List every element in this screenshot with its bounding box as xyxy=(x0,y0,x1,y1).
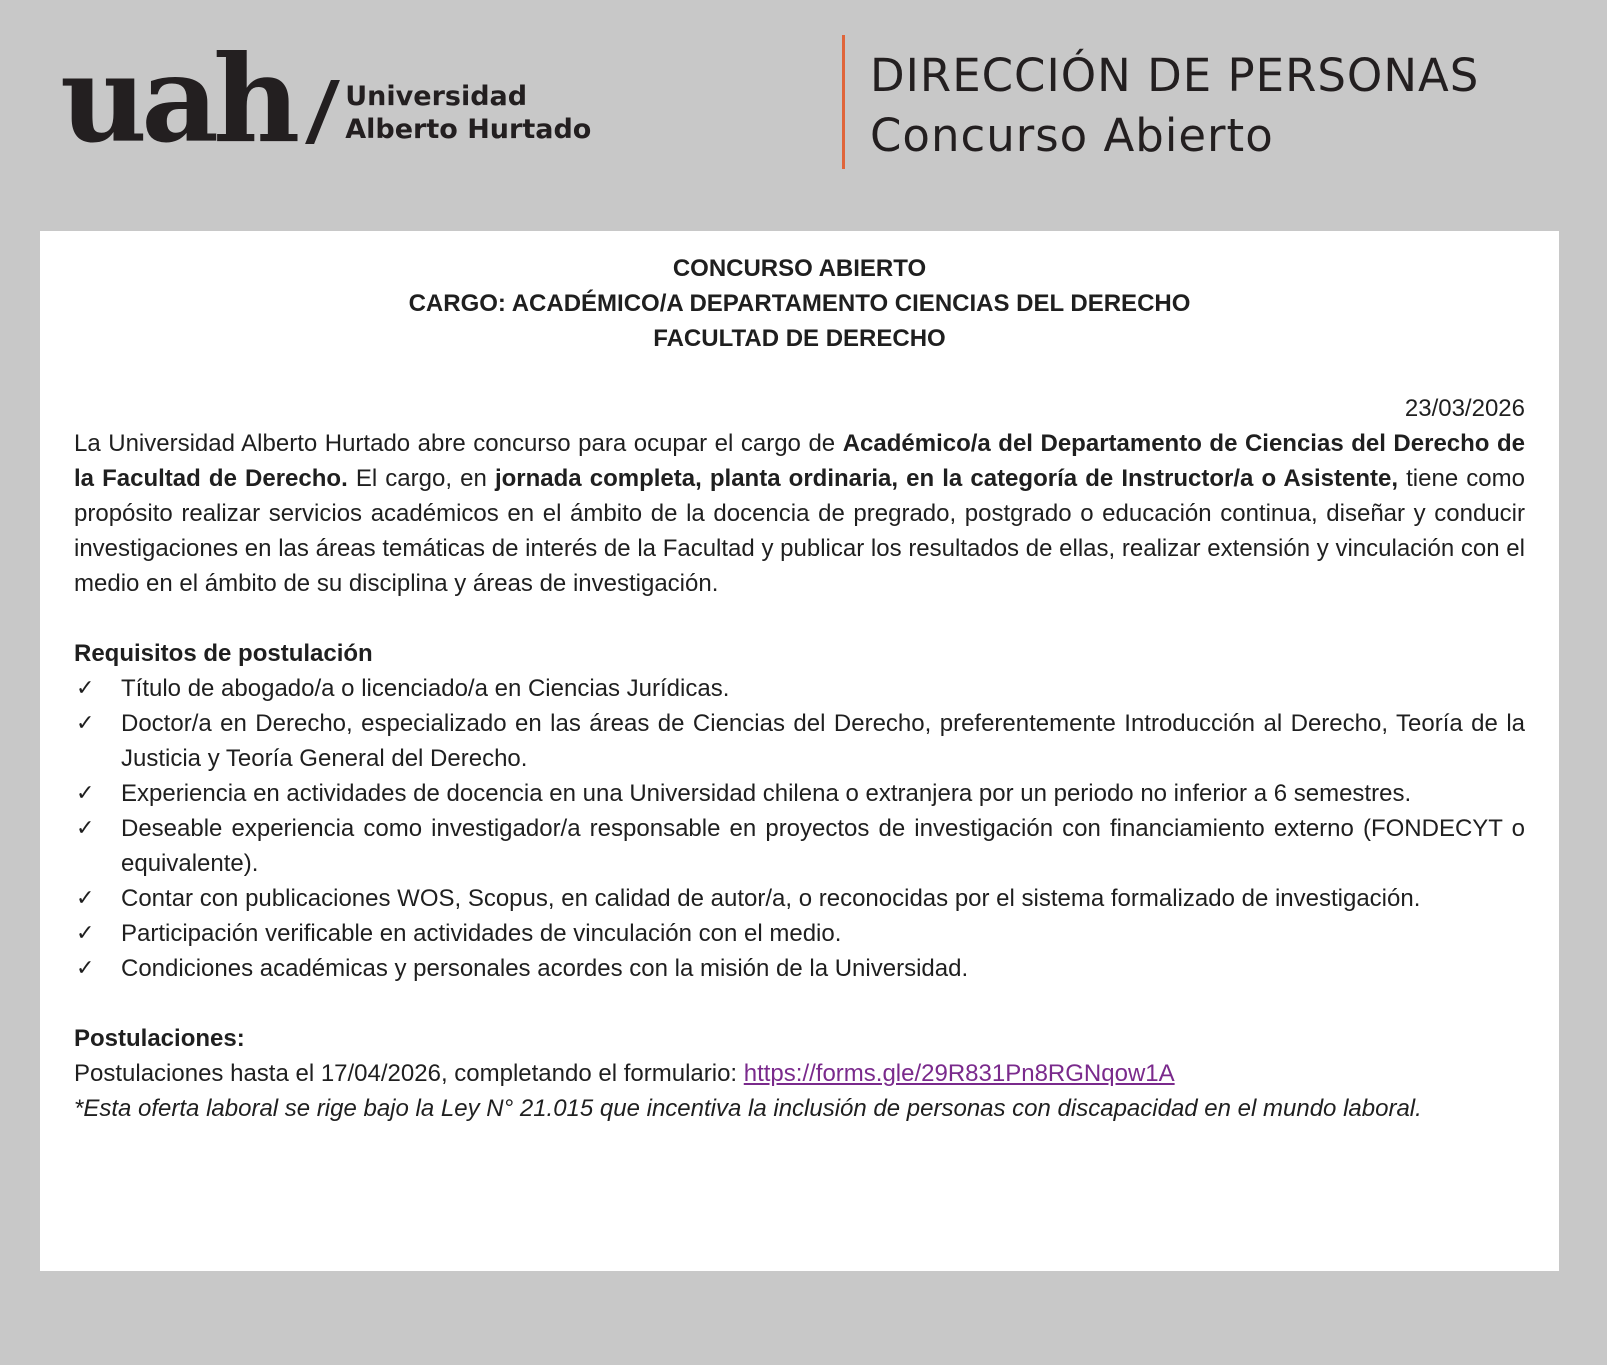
logo-name-line1: Universidad xyxy=(345,81,528,112)
check-icon: ✓ xyxy=(76,711,95,736)
application-form-link[interactable]: https://forms.gle/29R831Pn8RGNqow1A xyxy=(743,1060,1175,1087)
university-logo xyxy=(60,29,592,170)
requirements-title: Requisitos de postulación xyxy=(74,640,373,667)
intro-bold1: Académico/a del Departamento de Ciencias del Derecho de la Facultad de Derecho. xyxy=(74,430,1526,492)
requirement-text: Condiciones académicas y personales acordes con la misión de la Universidad. xyxy=(121,955,969,982)
applications-line xyxy=(74,1056,1525,1091)
notice-content xyxy=(74,251,1525,1126)
header-title-line2: Concurso Abierto xyxy=(870,109,1274,162)
applications-title: Postulaciones: xyxy=(74,1025,245,1052)
disclaimer: *Esta oferta laboral se rige bajo la Ley N° 21.015 que incentiva la inclusión de personas con discapacidad en el mundo laboral. xyxy=(74,1095,1422,1122)
heading-facultad: FACULTAD DE DERECHO xyxy=(653,325,946,352)
logo-name xyxy=(345,80,591,146)
intro-paragraph xyxy=(74,426,1525,601)
requirement-text: Experiencia en actividades de docencia en una Universidad chilena o extranjera por un periodo no inferior a 6 semestres. xyxy=(121,780,1412,807)
check-icon: ✓ xyxy=(76,921,95,946)
requirement-text: Título de abogado/a o licenciado/a en Ciencias Jurídicas. xyxy=(121,675,730,702)
check-icon: ✓ xyxy=(76,956,95,981)
header-title-line1: DIRECCIÓN DE PERSONAS xyxy=(870,49,1480,102)
header-divider xyxy=(842,35,845,169)
requirement-item xyxy=(74,671,1525,706)
requirement-item xyxy=(74,706,1525,776)
notice-card xyxy=(40,231,1559,1271)
requirement-item xyxy=(74,951,1525,986)
logo-name-line2: Alberto Hurtado xyxy=(345,114,592,145)
heading-concurso: CONCURSO ABIERTO xyxy=(672,255,927,282)
requirement-item xyxy=(74,881,1525,916)
requirement-item xyxy=(74,811,1525,881)
check-icon: ✓ xyxy=(76,676,95,701)
intro-part1: La Universidad Alberto Hurtado abre concurso para ocupar el cargo de xyxy=(74,430,843,457)
requirement-item xyxy=(74,776,1525,811)
intro-part2: El cargo, en xyxy=(347,465,495,492)
intro-part3: tiene como propósito realizar servicios académicos en el ámbito de la docencia de pregrado, postgrado o educación continua, diseñar y conducir investigaciones en las áreas temáticas de interés de la Facultad y publicar los resultados de ellas, realizar extensión y vinculación con el medio en el ámbito de su disciplina y áreas de investigación. xyxy=(74,465,1525,597)
notice-headings xyxy=(74,251,1525,356)
header-title xyxy=(870,46,1479,166)
requirement-item xyxy=(74,916,1525,951)
requirement-text: Deseable experiencia como investigador/a responsable en proyectos de investigación con financiamiento externo (FONDECYT o equivalente). xyxy=(121,815,1525,877)
requirement-text: Doctor/a en Derecho, especializado en las áreas de Ciencias del Derecho, preferentemente Introducción al Derecho, Teoría de la Justicia y Teoría General del Derecho. xyxy=(121,710,1525,772)
intro-bold2: jornada completa, planta ordinaria, en la categoría de Instructor/a o Asistente, xyxy=(494,465,1399,492)
heading-cargo: CARGO: ACADÉMICO/A DEPARTAMENTO CIENCIAS DEL DERECHO xyxy=(408,290,1191,317)
requirement-text: Participación verificable en actividades de vinculación con el medio. xyxy=(121,920,842,947)
notice-date: 23/03/2026 xyxy=(1404,395,1525,422)
requirements-list xyxy=(74,671,1525,986)
logo-slash xyxy=(305,80,340,144)
check-icon: ✓ xyxy=(76,816,95,841)
requirement-text: Contar con publicaciones WOS, Scopus, en calidad de autor/a, o reconocidas por el sistema formalizado de investigación. xyxy=(121,885,1421,912)
check-icon: ✓ xyxy=(76,781,95,806)
applications-text: Postulaciones hasta el 17/04/2026, completando el formulario: xyxy=(74,1060,744,1087)
check-icon: ✓ xyxy=(76,886,95,911)
logo-mark: uah xyxy=(60,29,295,170)
